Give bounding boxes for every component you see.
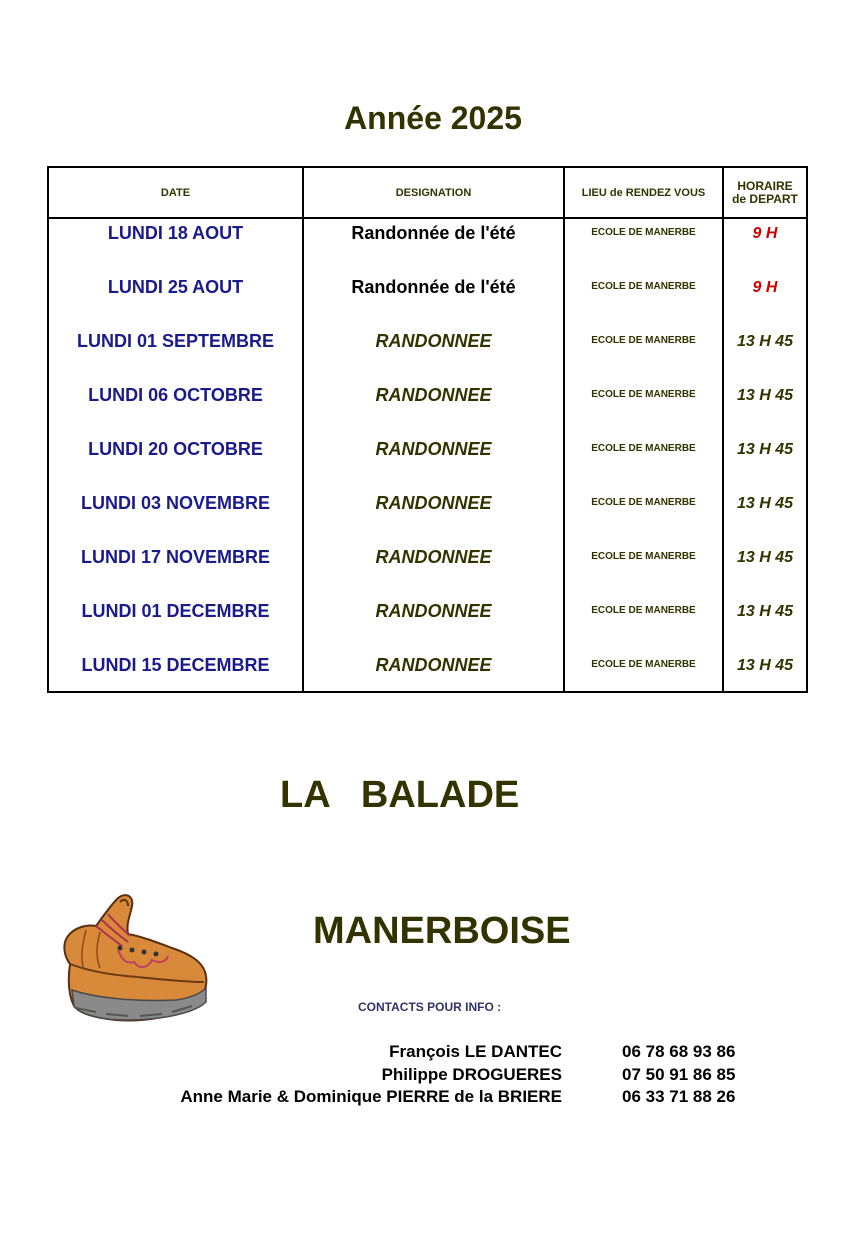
row-designation: Randonnée de l'été <box>303 218 564 273</box>
table-row <box>48 489 807 543</box>
row-lieu: ECOLE DE MANERBE <box>564 651 723 692</box>
row-horaire: 13 H 45 <box>723 543 807 597</box>
row-date: LUNDI 18 AOUT <box>48 218 303 273</box>
row-lieu: ECOLE DE MANERBE <box>564 489 723 543</box>
row-designation: RANDONNEE <box>303 489 564 543</box>
row-designation: RANDONNEE <box>303 435 564 489</box>
header-designation: DESIGNATION <box>303 167 564 218</box>
row-horaire: 9 H <box>723 273 807 327</box>
contact-row <box>0 1065 848 1087</box>
row-lieu: ECOLE DE MANERBE <box>564 381 723 435</box>
header-horaire-line2: de DEPART <box>732 191 798 206</box>
table-row <box>48 543 807 597</box>
row-date: LUNDI 03 NOVEMBRE <box>48 489 303 543</box>
row-designation: Randonnée de l'été <box>303 273 564 327</box>
row-lieu: ECOLE DE MANERBE <box>564 543 723 597</box>
row-lieu: ECOLE DE MANERBE <box>564 327 723 381</box>
table-row <box>48 381 807 435</box>
header-horaire-line1: HORAIRE <box>737 178 793 193</box>
row-lieu: ECOLE DE MANERBE <box>564 218 723 273</box>
row-designation: RANDONNEE <box>303 543 564 597</box>
row-horaire: 13 H 45 <box>723 597 807 651</box>
row-horaire: 13 H 45 <box>723 327 807 381</box>
page-title: Année 2025 <box>344 100 522 136</box>
header-horaire <box>723 167 807 218</box>
row-date: LUNDI 15 DECEMBRE <box>48 651 303 692</box>
row-date: LUNDI 17 NOVEMBRE <box>48 543 303 597</box>
row-horaire: 13 H 45 <box>723 435 807 489</box>
contact-name: Anne Marie & Dominique PIERRE de la BRIERE <box>180 1087 562 1106</box>
contacts-title: CONTACTS POUR INFO : <box>358 1000 502 1014</box>
row-horaire: 13 H 45 <box>723 489 807 543</box>
schedule-table <box>47 166 808 693</box>
contact-row <box>0 1087 848 1109</box>
row-date: LUNDI 20 OCTOBRE <box>48 435 303 489</box>
table-row <box>48 597 807 651</box>
row-date: LUNDI 01 SEPTEMBRE <box>48 327 303 381</box>
table-row <box>48 273 807 327</box>
row-designation: RANDONNEE <box>303 327 564 381</box>
row-horaire: 9 H <box>723 218 807 273</box>
row-designation: RANDONNEE <box>303 597 564 651</box>
table-row <box>48 218 807 273</box>
row-designation: RANDONNEE <box>303 651 564 692</box>
row-date: LUNDI 01 DECEMBRE <box>48 597 303 651</box>
contact-phone: 07 50 91 86 85 <box>622 1065 736 1084</box>
contact-phone: 06 33 71 88 26 <box>622 1087 736 1106</box>
hiking-boot-icon <box>56 890 208 1025</box>
table-row <box>48 651 807 692</box>
contact-name: Philippe DROGUERES <box>381 1065 562 1084</box>
contact-name: François LE DANTEC <box>389 1042 562 1061</box>
row-lieu: ECOLE DE MANERBE <box>564 435 723 489</box>
row-designation: RANDONNEE <box>303 381 564 435</box>
contact-row <box>0 1042 848 1064</box>
header-lieu: LIEU de RENDEZ VOUS <box>564 167 723 218</box>
row-lieu: ECOLE DE MANERBE <box>564 273 723 327</box>
table-row <box>48 435 807 489</box>
row-lieu: ECOLE DE MANERBE <box>564 597 723 651</box>
table-row <box>48 327 807 381</box>
contact-phone: 06 78 68 93 86 <box>622 1042 736 1061</box>
club-name-line1: LA BALADE <box>280 774 520 816</box>
table-header-row <box>48 167 807 218</box>
row-horaire: 13 H 45 <box>723 381 807 435</box>
row-date: LUNDI 25 AOUT <box>48 273 303 327</box>
row-horaire: 13 H 45 <box>723 651 807 692</box>
header-date: DATE <box>48 167 303 218</box>
row-date: LUNDI 06 OCTOBRE <box>48 381 303 435</box>
club-name-line2: MANERBOISE <box>313 910 571 952</box>
